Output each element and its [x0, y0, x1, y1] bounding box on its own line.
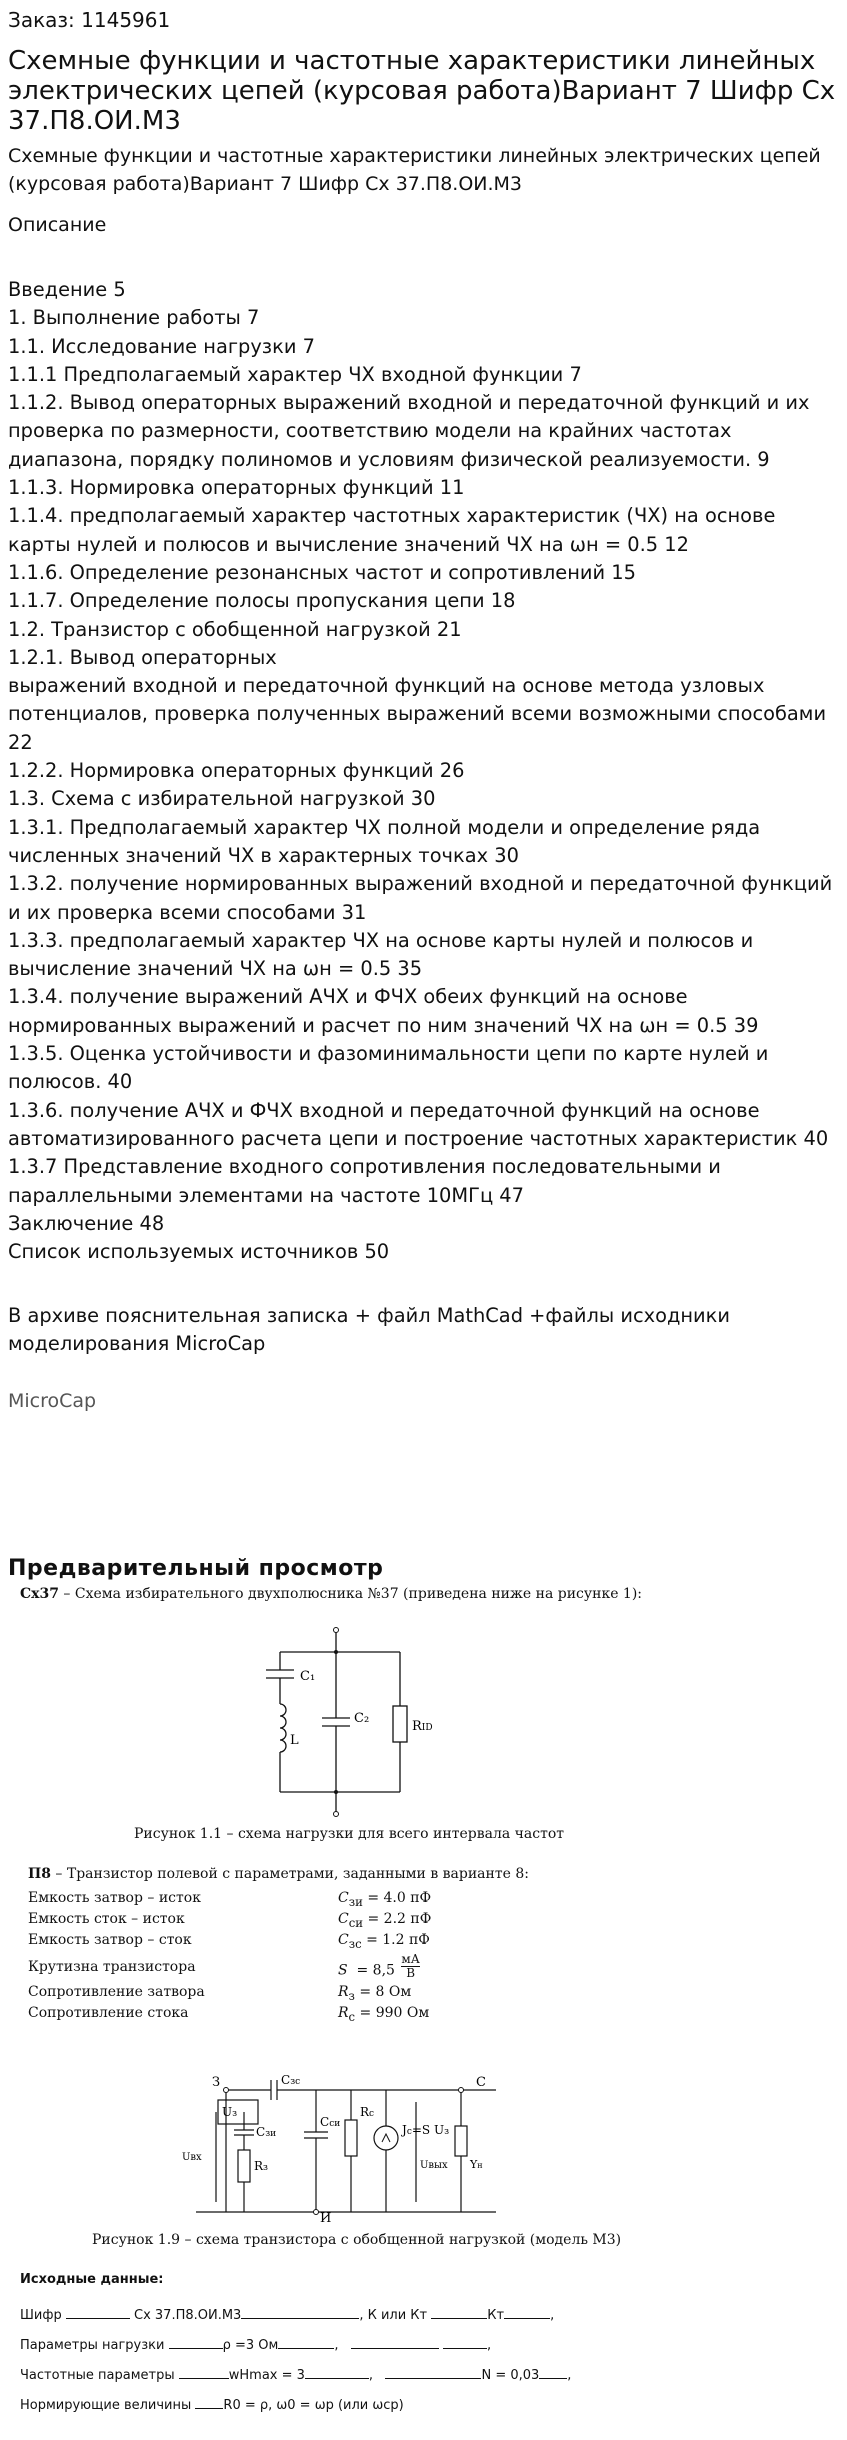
label-rz: Rз: [254, 2159, 268, 2173]
p8-text: – Транзистор полевой с параметрами, заданными в варианте 8:: [50, 1866, 529, 1882]
terminal-top: [334, 1628, 339, 1633]
tag-link[interactable]: MicroCap: [8, 1390, 97, 1412]
page-title: Схемные функции и частотные характеристики линейных электрических цепей (курсовая работа)Вариант 7 Шифр Сх 37.П8.ОИ.М3: [8, 46, 836, 136]
toc-item: 1.1.3. Нормировка операторных функций 11: [8, 476, 465, 500]
p8-code: П8: [28, 1866, 51, 1882]
description-heading: Описание: [8, 214, 107, 236]
source-row: Частотные параметры wHmax = 3 , N = 0,03 ,: [20, 2368, 572, 2383]
unit-numerator: мА: [401, 1952, 420, 1966]
terminal-bottom: [334, 1812, 339, 1817]
toc-item: Введение 5: [8, 278, 126, 301]
rz-body: [238, 2150, 250, 2182]
terminal-gate: [224, 2088, 229, 2093]
label-l: L: [290, 1733, 299, 1748]
param-value: S = 8,5 мА В: [338, 1952, 420, 1980]
source-row: Параметры нагрузки ρ =3 Ом , ,: [20, 2338, 492, 2353]
label-r-main: R: [412, 1719, 422, 1734]
toc-item: Список используемых источников 50: [8, 1240, 390, 1264]
param-name: Крутизна транзистора: [28, 1959, 196, 1975]
toc-item: 1.3. Схема с избирательной нагрузкой 30: [8, 787, 436, 811]
label-uvx: Uвх: [182, 2152, 202, 2163]
toc-item: 1.3.2. получение нормированных выражений входной и передаточной функций и их проверка всеми способами 31: [8, 872, 833, 924]
table-of-contents: [8, 276, 838, 1266]
page-subtitle: Схемные функции и частотные характеристики линейных электрических цепей (курсовая работа)Вариант 7 Шифр Сх 37.П8.ОИ.М3: [8, 145, 821, 195]
toc-item: 1.3.1. Предполагаемый характер ЧХ полной модели и определение ряда численных значений ЧХ в характерных точках 30: [8, 815, 761, 867]
toc-item: 1.1.2. Вывод операторных выражений входной и передаточной функций и их проверка по размерности, соответствию модели на крайних частотах диапазона, порядку полиномов и условиям физической реализуемости. 9: [8, 391, 810, 471]
label-yn: Yн: [470, 2158, 483, 2171]
source-row: Шифр Сх 37.П8.ОИ.М3 , К или Кт Кт ,: [20, 2308, 555, 2323]
toc-item: 1.1. Исследование нагрузки 7: [8, 334, 315, 358]
label-z: З: [212, 2075, 221, 2090]
toc-item: 1.1.1 Предполагаемый характер ЧХ входной функции 7: [8, 362, 582, 386]
inductor-coil: [280, 1704, 286, 1752]
resistor-body: [393, 1706, 407, 1742]
param-value: $C_{зи} = 4.0$ пФ: [338, 1890, 432, 1909]
preview-heading: Предварительный просмотр: [8, 1556, 384, 1581]
param-name: Сопротивление стока: [28, 2005, 189, 2021]
label-c1: C₁: [300, 1669, 316, 1684]
figure-9-caption: Рисунок 1.9 – схема транзистора с обобщенной нагрузкой (модель М3): [92, 2232, 622, 2248]
archive-note: В архиве пояснительная записка + файл MathCad +файлы исходники моделирования MicroCap: [8, 1304, 730, 1356]
toc-item: 1.1.7. Определение полосы пропускания цепи 18: [8, 589, 516, 613]
terminal-source: [314, 2210, 319, 2215]
param-value: $C_{си} = 2.2$ пФ: [338, 1911, 432, 1930]
transistor-circuit-diagram: [176, 2072, 566, 2222]
label-js: Jc=S Uз: [402, 2123, 449, 2137]
label-i: И: [320, 2211, 332, 2222]
junction-dot: [334, 1650, 338, 1654]
toc-item: 1.2. Транзистор с обобщенной нагрузкой 21: [8, 617, 462, 641]
transistor-description: [28, 1866, 529, 1882]
load-circuit-diagram: [250, 1622, 440, 1822]
label-csi: Cси: [320, 2115, 341, 2129]
current-source: [374, 2126, 398, 2150]
scheme-code: Сх37: [20, 1586, 59, 1602]
param-name: Емкость затвор – исток: [28, 1890, 201, 1906]
label-czs: Cзс: [281, 2073, 301, 2087]
label-c: С: [476, 2075, 486, 2090]
label-c2: C₂: [354, 1711, 370, 1726]
source-row: Нормирующие величины R0 = ρ, ω0 = ωр (или ωср): [20, 2398, 404, 2413]
param-value: $R_с = 990$ Ом: [338, 2005, 430, 2024]
label-r: [412, 1719, 433, 1734]
toc-item: Заключение 48: [8, 1211, 165, 1235]
toc-item: 1.1.6. Определение резонансных частот и сопротивлений 15: [8, 560, 636, 584]
label-r-sub: ID: [421, 1723, 433, 1733]
toc-item: 1.3.6. получение АЧХ и ФЧХ входной и передаточной функций на основе автоматизированного расчета цепи и построение частотных характеристик 40: [8, 1098, 829, 1150]
label-rc: Rс: [360, 2105, 375, 2119]
source-arrow: [382, 2134, 390, 2142]
param-name: Сопротивление затвора: [28, 1984, 205, 2000]
toc-item: 1.2.2. Нормировка операторных функций 26: [8, 759, 465, 783]
toc-item: 1.3.5. Оценка устойчивости и фазоминимальности цепи по карте нулей и полюсов. 40: [8, 1042, 769, 1094]
toc-item: 1.1.4. предполагаемый характер частотных характеристик (ЧХ) на основе карты нулей и полюсов и вычисление значений ЧХ на ωн = 0.5 12: [8, 504, 776, 556]
toc-item: 1.2.1. Вывод операторных: [8, 645, 277, 669]
source-data-heading: Исходные данные:: [20, 2272, 164, 2287]
param-name: Емкость сток – исток: [28, 1911, 185, 1927]
terminal-drain: [459, 2088, 464, 2093]
param-value: $C_{зс} = 1.2$ пФ: [338, 1932, 430, 1951]
rc-body: [345, 2120, 357, 2156]
scheme-text: – Схема избирательного двухполюсника №37 (приведена ниже на рисунке 1):: [58, 1586, 643, 1602]
label-uvyx: Uвых: [420, 2160, 448, 2171]
scheme-description: [20, 1586, 642, 1602]
toc-item: 1. Выполнение работы 7: [8, 306, 260, 330]
toc-item: 1.3.7 Представление входного сопротивления последовательными и параллельными элементами на частоте 10МГц 47: [8, 1155, 721, 1207]
unit-denominator: В: [406, 1966, 416, 1980]
toc-item: 1.3.4. получение выражений АЧХ и ФЧХ обеих функций на основе нормированных выражений и расчет по ним значений ЧХ на ωн = 0.5 39: [8, 985, 759, 1037]
figure-1-caption: Рисунок 1.1 – схема нагрузки для всего интервала частот: [134, 1826, 564, 1842]
toc-item: 1.3.3. предполагаемый характер ЧХ на основе карты нулей и полюсов и вычисление значений ЧХ на ωн = 0.5 35: [8, 928, 754, 981]
toc-item: выражений входной и передаточной функций на основе метода узловых потенциалов, проверка полученных выражений всеми возможными способами 22: [8, 674, 827, 754]
label-czi: Cзи: [256, 2125, 277, 2139]
junction-dot: [334, 1790, 338, 1794]
order-number: Заказ: 1145961: [8, 8, 171, 32]
param-name: Емкость затвор – сток: [28, 1932, 192, 1948]
yn-body: [455, 2126, 467, 2156]
param-value: $R_з = 8$ Ом: [338, 1984, 412, 2003]
label-uz: Uз: [222, 2105, 238, 2119]
